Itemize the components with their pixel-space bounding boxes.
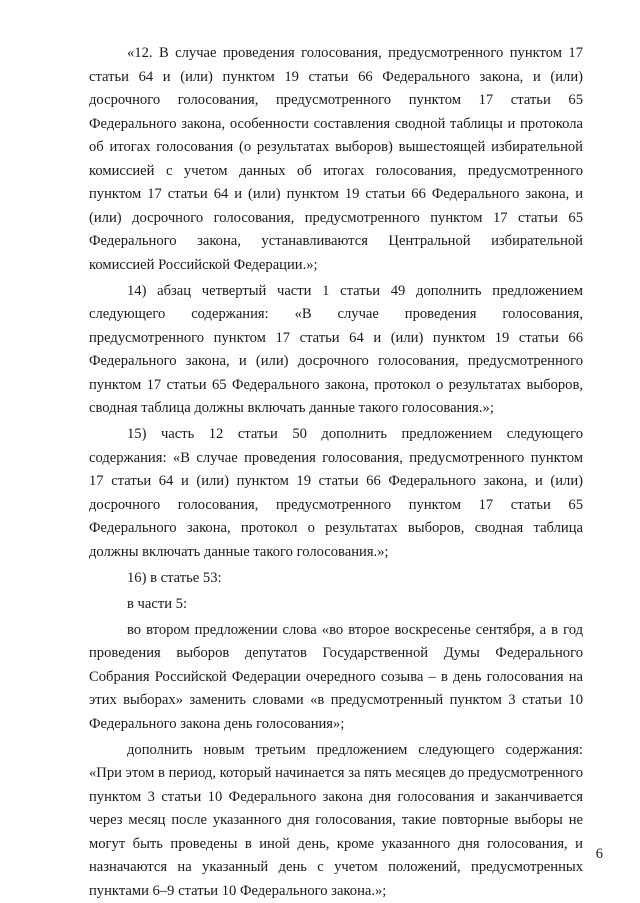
paragraph-item-12: «12. В случае проведения голосования, предусмотренного пунктом 17 статьи 64 и (или) пунктом 19 статьи 66 Федерального закона, и (или) досрочного голосования, предусмотренного пунктом 17 статьи 65 Федерального закона, особенности составления сводной таблицы и протокола об итогах голосования (о результатах выборов) вышестоящей избирательной комиссией с учетом данных об итогах голосования, предусмотренного пунктом 17 статьи 64 и (или) пунктом 19 статьи 66 Федерального закона, и (или) досрочного голосования, предусмотренного пунктом 17 статьи 65 Федерального закона, устанавливаются Центральной избирательной комиссией Российской Федерации.»; <box>89 45 583 273</box>
paragraph-item-14: 14) абзац четвертый части 1 статьи 49 дополнить предложением следующего содержания: «В случае проведения голосования, предусмотренного пунктом 17 статьи 64 и (или) пунктом 19 статьи 66 Федерального закона, и (или) досрочного голосования, предусмотренного пунктом 17 статьи 65 Федерального закона, протокол о результатах выборов, сводная таблица должны включать данные такого голосования.»; <box>89 282 583 416</box>
paragraph-second-sentence: во втором предложении слова «во второе воскресенье сентября, а в год проведения выборов депутатов Государственной Думы Федерального Собрания Российской Федерации очередного созыва – в день голосования на этих выборах» заменить словами «в предусмотренный пунктом 3 статьи 10 Федерального закона день голосования»; <box>89 621 583 732</box>
paragraph-third-sentence: дополнить новым третьим предложением следующего содержания: «При этом в период, который начинается за пять месяцев до предусмотренного пунктом 3 статьи 10 Федерального закона дня голосования и заканчивается через месяц после указанного дня голосования, такие повторные выборы не могут быть проведены в иной день, кроме указанного дня голосования, и назначаются на указанный день с учетом положений, предусмотренных пунктами 6–9 статьи 10 Федерального закона.»; <box>89 741 583 899</box>
paragraph-part-5: в части 5: <box>127 595 188 612</box>
paragraph-item-15: 15) часть 12 статьи 50 дополнить предложением следующего содержания: «В случае проведения голосования, предусмотренного пунктом 17 статьи 64 и (или) пунктом 19 статьи 66 Федерального закона, и (или) досрочного голосования, предусмотренного пунктом 17 статьи 65 Федерального закона, протокол о результатах выборов, сводная таблица должны включать данные такого голосования.»; <box>89 426 583 560</box>
document-body <box>89 42 583 903</box>
page-number: 6 <box>595 846 603 862</box>
paragraph-item-16: 16) в статье 53: <box>127 569 222 586</box>
